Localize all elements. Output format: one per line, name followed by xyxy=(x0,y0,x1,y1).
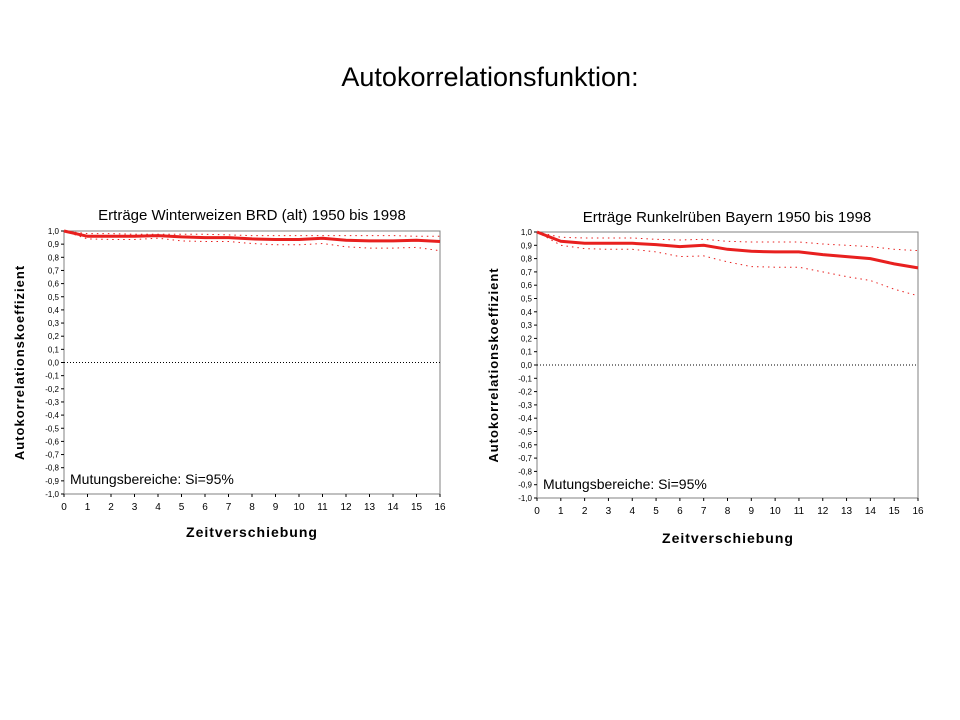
y-tick-label: 0,5 xyxy=(520,294,532,304)
x-tick-label: 6 xyxy=(677,506,683,517)
y-tick-label: -0,7 xyxy=(518,454,532,464)
x-tick-label: 13 xyxy=(841,506,853,517)
y-tick-label: 0,6 xyxy=(520,281,532,291)
y-tick-label: 0,3 xyxy=(47,319,59,329)
y-tick-label: 0,1 xyxy=(520,347,532,357)
x-tick-label: 14 xyxy=(387,502,399,513)
y-tick-label: 0,7 xyxy=(47,266,59,276)
x-tick-label: 5 xyxy=(178,502,185,513)
y-tick-label: -0,2 xyxy=(45,384,59,394)
y-tick-label: 0,4 xyxy=(520,307,532,317)
x-tick-label: 16 xyxy=(434,502,446,513)
y-tick-label: 0,9 xyxy=(47,240,59,250)
x-tick-label: 0 xyxy=(61,502,67,513)
chart-title: Erträge Winterweizen BRD (alt) 1950 bis 1998 xyxy=(98,207,406,224)
x-tick-label: 12 xyxy=(340,502,352,513)
y-tick-label: -1,0 xyxy=(518,494,532,503)
x-tick-label: 1 xyxy=(558,506,564,517)
y-axis-label: Autokorrelationskoeffizient xyxy=(12,264,27,461)
x-tick-label: 3 xyxy=(131,502,138,513)
y-tick-label: 1,0 xyxy=(520,228,532,237)
x-tick-label: 8 xyxy=(249,502,255,513)
y-tick-label: 0,5 xyxy=(47,292,59,302)
y-tick-label: 0,7 xyxy=(520,267,532,277)
y-tick-label: 0,3 xyxy=(520,321,532,331)
x-tick-label: 14 xyxy=(864,506,876,517)
x-tick-label: 10 xyxy=(769,506,781,517)
y-tick-label: -0,2 xyxy=(518,387,532,397)
x-tick-label: 1 xyxy=(84,502,91,513)
x-axis-label: Zeitverschiebung xyxy=(662,530,794,546)
y-tick-label: 0,8 xyxy=(47,253,59,263)
y-tick-label: -1,0 xyxy=(45,490,59,499)
slide-title: Autokorrelationsfunktion: xyxy=(341,62,639,92)
y-tick-label: -0,4 xyxy=(518,414,532,424)
x-axis-label: Zeitverschiebung xyxy=(186,524,318,540)
x-tick-label: 15 xyxy=(410,502,423,513)
confidence-note: Mutungsbereiche: Si=95% xyxy=(70,471,234,487)
y-tick-label: -0,8 xyxy=(518,467,532,477)
x-tick-label: 7 xyxy=(700,506,707,517)
y-tick-label: -0,8 xyxy=(45,463,59,473)
y-tick-label: 0,9 xyxy=(520,241,532,251)
y-tick-label: 1,0 xyxy=(47,227,59,236)
y-tick-label: 0,0 xyxy=(520,361,532,370)
x-tick-label: 2 xyxy=(581,506,588,517)
y-tick-label: 0,2 xyxy=(47,332,59,342)
x-tick-label: 8 xyxy=(724,506,731,517)
chart-title: Erträge Runkelrüben Bayern 1950 bis 1998 xyxy=(582,209,872,226)
x-tick-label: 16 xyxy=(912,506,924,517)
x-tick-label: 15 xyxy=(888,506,900,517)
y-tick-label: -0,1 xyxy=(518,374,532,384)
x-tick-label: 4 xyxy=(155,502,161,513)
y-tick-label: -0,7 xyxy=(45,450,59,460)
y-tick-label: 0,2 xyxy=(520,334,532,344)
x-tick-label: 2 xyxy=(108,502,114,513)
x-tick-label: 10 xyxy=(293,502,305,513)
y-tick-label: 0,0 xyxy=(47,358,59,368)
y-tick-label: 0,1 xyxy=(47,345,59,355)
y-axis-label: Autokorrelationskoeffizient xyxy=(486,267,501,463)
x-tick-label: 0 xyxy=(534,506,540,517)
x-tick-label: 5 xyxy=(653,506,659,517)
y-tick-label: 0,8 xyxy=(520,254,532,264)
y-tick-label: -0,5 xyxy=(518,427,532,437)
x-tick-label: 12 xyxy=(817,506,829,517)
x-tick-label: 6 xyxy=(202,502,208,513)
x-tick-label: 11 xyxy=(793,506,805,517)
x-tick-label: 9 xyxy=(748,506,755,517)
x-tick-label: 4 xyxy=(629,506,636,517)
y-tick-label: -0,3 xyxy=(518,400,532,410)
y-tick-label: -0,5 xyxy=(45,424,59,434)
y-tick-label: -0,1 xyxy=(45,371,59,381)
x-tick-label: 9 xyxy=(272,502,279,513)
x-tick-label: 7 xyxy=(225,502,232,513)
y-tick-label: 0,4 xyxy=(47,305,59,315)
y-tick-label: -0,6 xyxy=(45,437,59,447)
y-tick-label: -0,9 xyxy=(518,480,532,490)
x-tick-label: 11 xyxy=(317,502,328,513)
x-tick-label: 3 xyxy=(605,506,612,517)
y-tick-label: -0,6 xyxy=(518,440,532,450)
y-tick-label: 0,6 xyxy=(47,279,59,289)
y-tick-label: -0,9 xyxy=(45,476,59,486)
x-tick-label: 13 xyxy=(363,502,376,513)
y-tick-label: -0,4 xyxy=(45,411,59,421)
confidence-note: Mutungsbereiche: Si=95% xyxy=(543,476,707,492)
y-tick-label: -0,3 xyxy=(45,397,59,407)
